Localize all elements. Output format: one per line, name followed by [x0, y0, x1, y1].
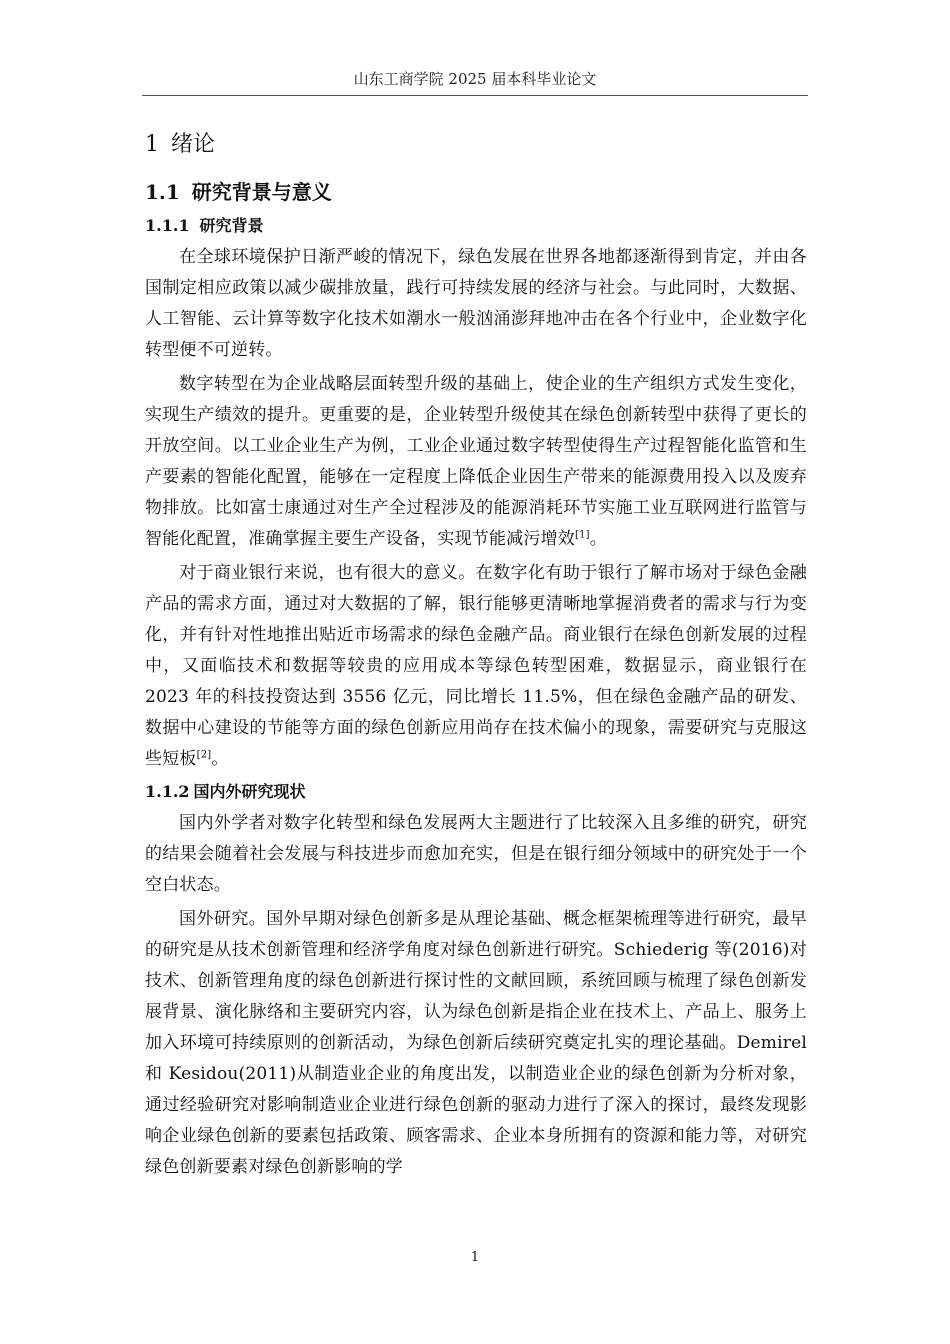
page-number: 1 [470, 1250, 480, 1265]
chapter-heading [145, 128, 807, 162]
citation-ref: [2] [196, 749, 212, 761]
paragraph: 对于商业银行来说，也有很大的意义。在数字化有助于银行了解市场对于绿色金融产品的需求方面，通过对大数据的了解，银行能够更清晰地掌握消费者的需求与行为变化，并有针对性地推出贴近市场需求的绿色金融产品。商业银行在绿色创新发展的过程中，又面临技术和数据等较贵的应用成本等绿色转型困难，数据显示，商业银行在 2023 年的科技投资达到 3556 亿元，同比增长 11.5%，但在绿色金融产品的研发、数据中心建设的节能等方面的绿色创新应用尚存在技术偏小的现象，需要研究与克服这些短板[2]。 [145, 563, 807, 769]
subsection-title: 研究背景 [199, 216, 264, 235]
subsection-heading [145, 212, 807, 240]
running-header: 山东工商学院 2025 届本科毕业论文 [353, 70, 597, 88]
section-heading [145, 176, 807, 208]
page-body [145, 128, 807, 1186]
paragraph: 在全球环境保护日渐严峻的情况下，绿色发展在世界各地都逐渐得到肯定，并由各国制定相应政策以减少碳排放量，践行可持续发展的经济与社会。与此同时，大数据、人工智能、云计算等数字化技术如潮水一般汹涌澎拜地冲击在各个行业中，企业数字化转型便不可逆转。 [145, 247, 807, 360]
subsection-number: 1.1.1 [145, 216, 190, 235]
citation-ref: [1] [575, 529, 590, 541]
paragraph: 国内外学者对数字化转型和绿色发展两大主题进行了比较深入且多维的研究，研究的结果会随着社会发展与科技进步而愈加充实，但是在银行细分领域中的研究处于一个空白状态。 [145, 813, 807, 895]
section-number: 1.1 [145, 180, 180, 204]
subsection-heading [145, 778, 807, 806]
section-title: 研究背景与意义 [191, 180, 332, 204]
subsection-title: 国内外研究现状 [193, 782, 306, 801]
paragraph: 国外研究。国外早期对绿色创新多是从理论基础、概念框架梳理等进行研究，最早的研究是从技术创新管理和经济学角度对绿色创新进行研究。Schiederig 等(2016)对技术、创新管理角度的绿色创新进行探讨性的文献回顾，系统回顾与梳理了绿色创新发展背景、演化脉络和主要研究内容，认为绿色创新是指企业在技术上、产品上、服务上加入环境可持续原则的创新活动，为绿色创新后续研究奠定扎实的理论基础。Demirel 和 Kesidou(2011)从制造业企业的角度出发，以制造业企业的绿色创新为分析对象，通过经验研究对影响制造业企业进行绿色创新的驱动力进行了深入的探讨，最终发现影响企业绿色创新的要素包括政策、顾客需求、企业本身所拥有的资源和能力等，对研究绿色创新要素对绿色创新影响的学 [145, 909, 807, 1177]
chapter-title: 绪论 [171, 132, 216, 157]
chapter-number: 1 [145, 132, 159, 157]
header-divider [142, 95, 808, 96]
paragraph: 数字转型在为企业战略层面转型升级的基础上，使企业的生产组织方式发生变化，实现生产绩效的提升。更重要的是，企业转型升级使其在绿色创新转型中获得了更长的开放空间。以工业企业生产为例，工业企业通过数字转型使得生产过程智能化监管和生产要素的智能化配置，能够在一定程度上降低企业因生产带来的能源费用投入以及废弃物排放。比如富士康通过对生产全过程涉及的能源消耗环节实施工业互联网进行监管与智能化配置，准确掌握主要生产设备，实现节能减污增效[1]。 [145, 374, 807, 549]
subsection-number: 1.1.2 [145, 782, 190, 801]
